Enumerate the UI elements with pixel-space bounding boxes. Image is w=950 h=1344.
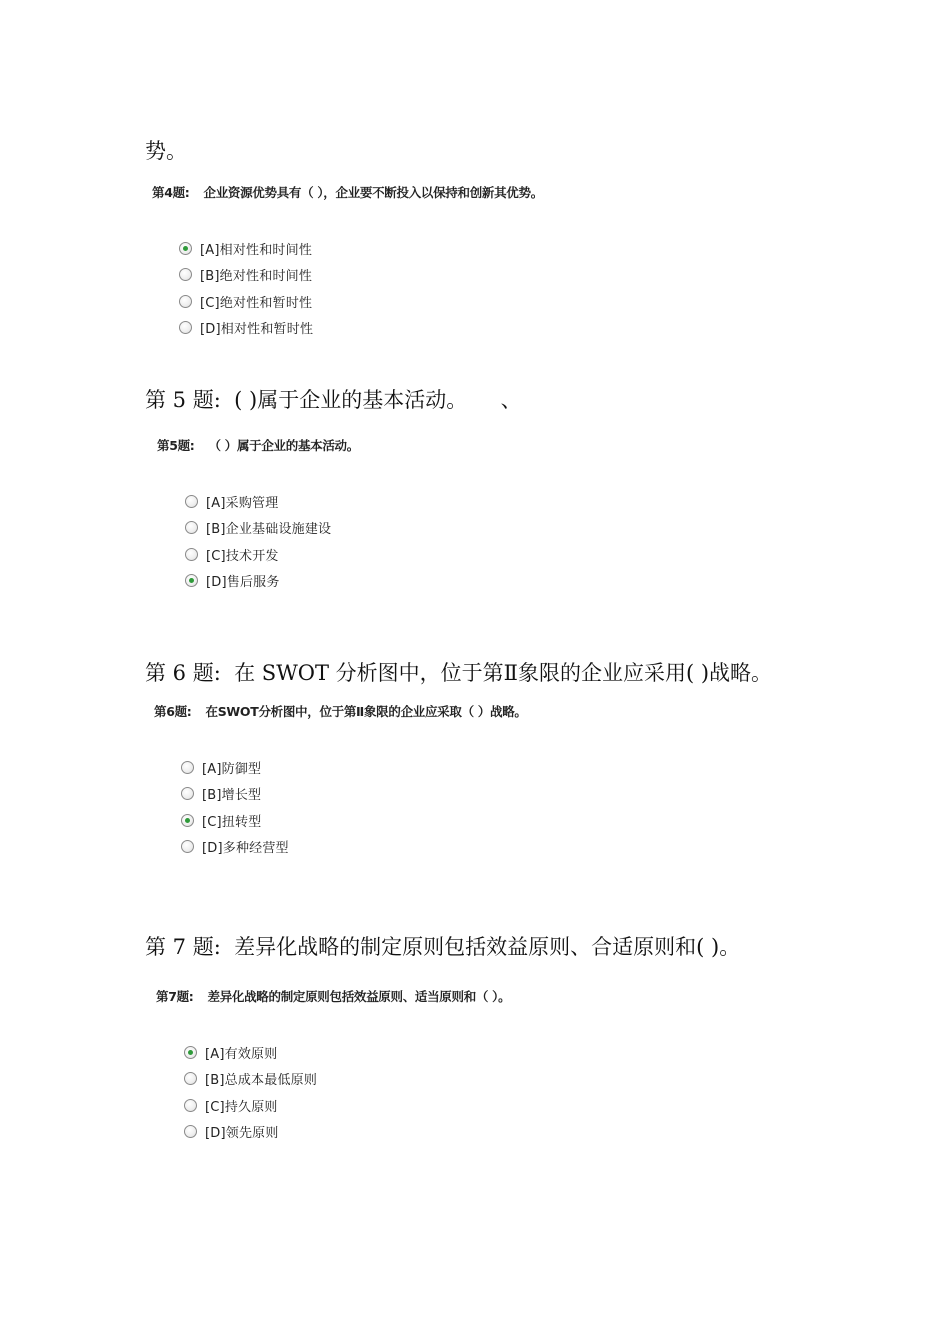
option-d[interactable] [181, 834, 527, 861]
option-a[interactable] [179, 235, 543, 262]
option-label: [C]持久原则 [205, 1099, 278, 1115]
doc-question-5: 第 5 题: ( )属于企业的基本活动。 、 [145, 388, 522, 412]
radio-icon[interactable] [184, 1072, 197, 1085]
options-list [181, 754, 527, 860]
option-label: [B]绝对性和时间性 [200, 269, 313, 285]
radio-checked-icon[interactable] [184, 1046, 197, 1059]
options-list [179, 235, 543, 341]
option-label: [A]防御型 [202, 761, 262, 777]
doc-question-6: 第 6 题: 在 SWOT 分析图中，位于第Ⅱ象限的企业应采用( )战略。 [145, 661, 773, 685]
radio-checked-icon[interactable] [179, 242, 192, 255]
radio-icon[interactable] [181, 761, 194, 774]
question-screenshot-4 [152, 184, 543, 341]
options-list [184, 1039, 510, 1145]
option-b[interactable] [184, 1066, 510, 1093]
option-label: [A]相对性和时间性 [200, 242, 313, 258]
question-number: 第7题: [156, 989, 194, 1004]
question-screenshot-5 [157, 437, 359, 594]
question-title [152, 184, 543, 202]
question-title [157, 437, 359, 455]
doc-question-7: 第 7 题: 差异化战略的制定原则包括效益原则、合适原则和( )。 [145, 935, 741, 959]
radio-icon[interactable] [179, 268, 192, 281]
option-label: [D]领先原则 [205, 1126, 279, 1142]
question-number: 第6题: [154, 704, 192, 719]
option-a[interactable] [184, 1039, 510, 1066]
option-label: [D]多种经营型 [202, 841, 289, 857]
option-b[interactable] [181, 781, 527, 808]
question-text: 差异化战略的制定原则包括效益原则、适当原则和（ ）。 [207, 989, 511, 1004]
option-label: [A]有效原则 [205, 1046, 278, 1062]
doc-text-continuation: 势。 [145, 139, 187, 163]
question-screenshot-6 [154, 703, 527, 860]
option-c[interactable] [184, 1092, 510, 1119]
radio-icon[interactable] [185, 495, 198, 508]
question-number: 第5题: [157, 438, 195, 453]
option-label: [B]总成本最低原则 [205, 1073, 318, 1089]
option-b[interactable] [185, 515, 359, 542]
radio-icon[interactable] [179, 295, 192, 308]
question-text: 企业资源优势具有（ ），企业要不断投入以保持和创新其优势。 [203, 185, 543, 200]
radio-icon[interactable] [181, 787, 194, 800]
option-label: [A]采购管理 [206, 495, 279, 511]
radio-checked-icon[interactable] [181, 814, 194, 827]
option-label: [C]技术开发 [206, 548, 279, 564]
radio-icon[interactable] [179, 321, 192, 334]
option-label: [C]绝对性和暂时性 [200, 295, 313, 311]
option-label: [D]相对性和暂时性 [200, 322, 314, 338]
option-label: [C]扭转型 [202, 814, 262, 830]
option-c[interactable] [185, 541, 359, 568]
option-c[interactable] [179, 288, 543, 315]
radio-icon[interactable] [184, 1099, 197, 1112]
option-d[interactable] [179, 315, 543, 342]
option-d[interactable] [184, 1119, 510, 1146]
radio-icon[interactable] [184, 1125, 197, 1138]
option-a[interactable] [181, 754, 527, 781]
question-number: 第4题: [152, 185, 190, 200]
option-d[interactable] [185, 568, 359, 595]
options-list [185, 488, 359, 594]
option-label: [B]增长型 [202, 788, 262, 804]
radio-icon[interactable] [185, 548, 198, 561]
option-label: [D]售后服务 [206, 575, 280, 591]
option-a[interactable] [185, 488, 359, 515]
question-text: （ ）属于企业的基本活动。 [208, 438, 359, 453]
option-b[interactable] [179, 262, 543, 289]
question-title [154, 703, 527, 721]
option-c[interactable] [181, 807, 527, 834]
radio-icon[interactable] [181, 840, 194, 853]
radio-icon[interactable] [185, 521, 198, 534]
radio-checked-icon[interactable] [185, 574, 198, 587]
question-title [156, 988, 510, 1006]
question-text: 在SWOT分析图中，位于第Ⅱ象限的企业应采取（ ）战略。 [205, 704, 527, 719]
option-label: [B]企业基础设施建设 [206, 522, 332, 538]
question-screenshot-7 [156, 988, 510, 1145]
